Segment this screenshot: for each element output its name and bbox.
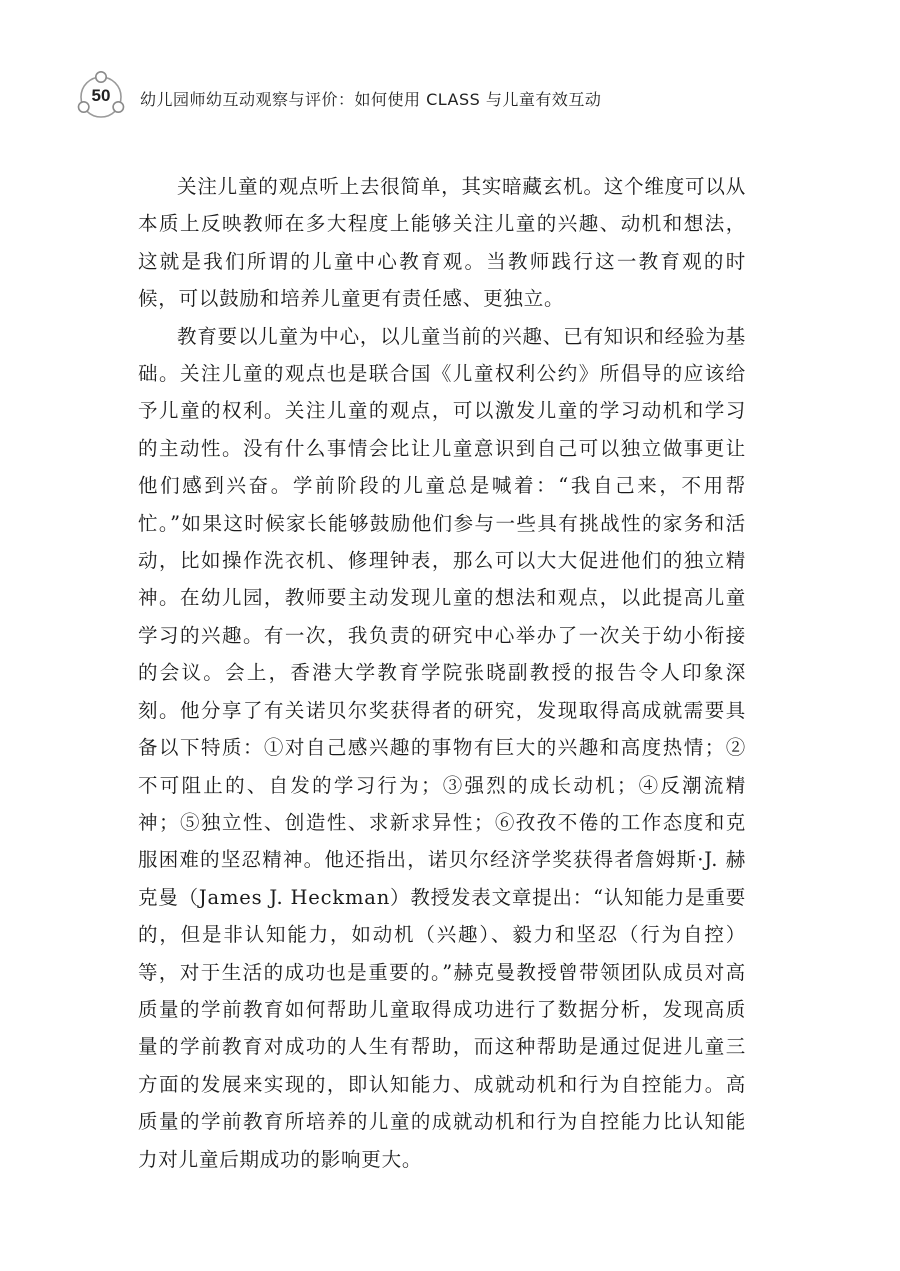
running-title: 幼儿园师幼互动观察与评价：如何使用 CLASS 与儿童有效互动: [140, 90, 602, 109]
page-number: 50: [91, 86, 111, 105]
paragraph: 教育要以儿童为中心，以儿童当前的兴趣、已有知识和经验为基础。关注儿童的观点也是联合国《儿童权利公约》所倡导的应该给予儿童的权利。关注儿童的观点，可以激发儿童的学习动机和学习的主动性。没有什么事情会比让儿童意识到自己可以独立做事更让他们感到兴奋。学前阶段的儿童总是喊着：“我自己来，不用帮忙。”如果这时候家长能够鼓励他们参与一些具有挑战性的家务和活动，比如操作洗衣机、修理钟表，那么可以大大促进他们的独立精神。在幼儿园，教师要主动发现儿童的想法和观点，以此提高儿童学习的兴趣。有一次，我负责的研究中心举办了一次关于幼小衔接的会议。会上，香港大学教育学院张晓副教授的报告令人印象深刻。他分享了有关诺贝尔奖获得者的研究，发现取得高成就需要具备以下特质：①对自己感兴趣的事物有巨大的兴趣和高度热情；②不可阻止的、自发的学习行为；③强烈的成长动机；④反潮流精神；⑤独立性、创造性、求新求异性；⑥孜孜不倦的工作态度和克服困难的坚忍精神。他还指出，诺贝尔经济学奖获得者詹姆斯·J. 赫克曼（James J. Heckman）教授发表文章提出：“认知能力是重要的，但是非认知能力，如动机（兴趣）、毅力和坚忍（行为自控）等，对于生活的成功也是重要的。”赫克曼教授曾带领团队成员对高质量的学前教育如何帮助儿童取得成功进行了数据分析，发现高质量的学前教育对成功的人生有帮助，而这种帮助是通过促进儿童三方面的发展来实现的，即认知能力、成就动机和行为自控能力。高质量的学前教育所培养的儿童的成就动机和行为自控能力比认知能力对儿童后期成功的影响更大。: [138, 324, 746, 1171]
page-header: [74, 70, 774, 124]
page-number-badge: [74, 70, 128, 124]
body-text: [138, 168, 746, 1178]
paragraph: 关注儿童的观点听上去很简单，其实暗藏玄机。这个维度可以从本质上反映教师在多大程度上能够关注儿童的兴趣、动机和想法，这就是我们所谓的儿童中心教育观。当教师践行这一教育观的时候，可以鼓励和培养儿童更有责任感、更独立。: [138, 175, 746, 311]
